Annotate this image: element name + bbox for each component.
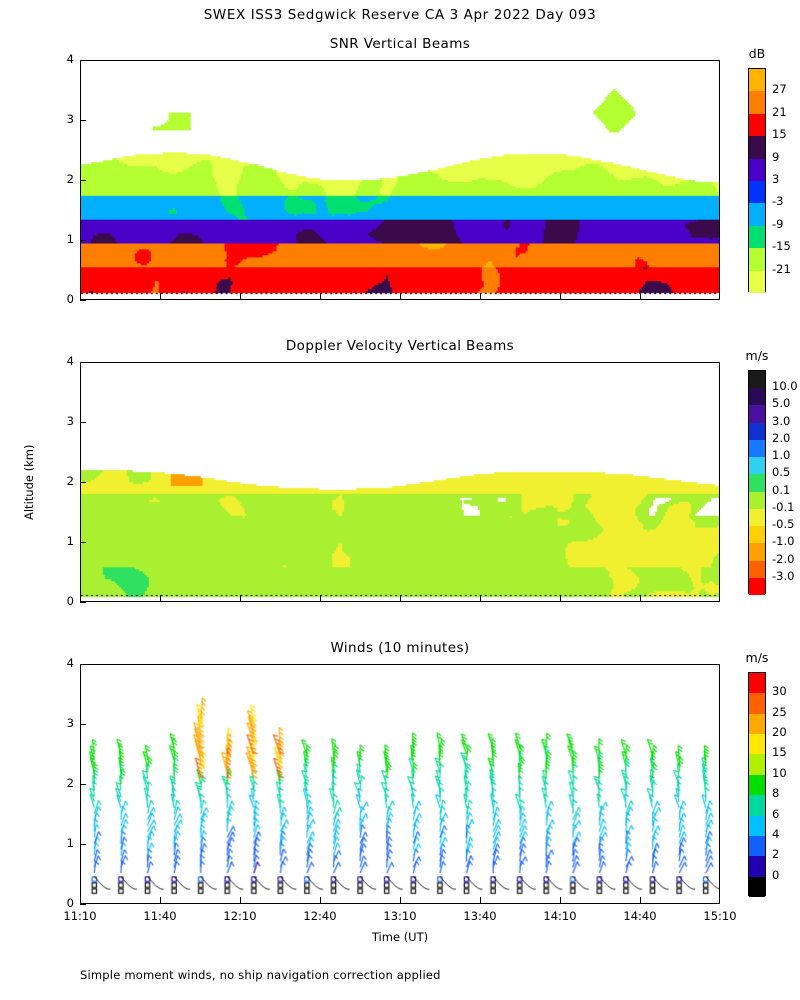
x-tick-label: 12:40 (303, 909, 337, 923)
colorbar-segment (749, 526, 765, 543)
figure-footnote: Simple moment winds, no ship navigation correction applied (80, 968, 441, 982)
x-tick-label: 13:10 (383, 909, 417, 923)
colorbar-tick-label: -0.1 (772, 499, 795, 514)
y-tick-label: 2 (66, 474, 74, 488)
panel-doppler (66, 338, 798, 608)
colorbar-segment (749, 578, 765, 595)
x-tick-mark (560, 595, 561, 602)
x-tick-mark (480, 897, 481, 904)
y-tick-label: 2 (66, 172, 74, 186)
y-tick-mark (80, 904, 86, 905)
y-tick-label: 4 (66, 354, 74, 368)
colorbar-tick-label: -2.0 (772, 551, 795, 566)
x-tick-mark (240, 897, 241, 904)
colorbar-segment (749, 492, 765, 509)
x-tick-mark (719, 595, 720, 602)
y-tick-label: 1 (66, 232, 74, 246)
colorbar-tick-label: 20 (772, 725, 787, 740)
colorbar-tick-label: 5.0 (772, 396, 791, 411)
colorbar-segment (749, 734, 765, 754)
colorbar-tick-label: 9 (772, 149, 780, 164)
colorbar-tick-label: 0.5 (772, 465, 791, 480)
y-tick-label: 3 (66, 112, 74, 126)
x-tick-label: 11:10 (63, 909, 97, 923)
colorbar-tick-label: 10 (772, 765, 787, 780)
x-tick-label: 15:10 (703, 909, 737, 923)
colorbar-tick-label: 3.0 (772, 413, 791, 428)
y-tick-mark (80, 542, 86, 543)
panel-snr (66, 36, 791, 306)
x-axis-label: Time (UT) (371, 930, 429, 944)
y-tick-label: 1 (66, 836, 74, 850)
colorbar-segment (749, 114, 765, 136)
x-tick-mark (400, 595, 401, 602)
x-tick-mark (719, 293, 720, 300)
colorbar-segment (749, 816, 765, 836)
colorbar-segment (749, 226, 765, 248)
x-tick-mark (240, 595, 241, 602)
x-tick-mark (480, 293, 481, 300)
y-tick-mark (80, 602, 86, 603)
colorbar-title: dB (748, 46, 766, 61)
x-tick-label: 14:10 (543, 909, 577, 923)
colorbar-segment (749, 388, 765, 405)
x-tick-mark (160, 293, 161, 300)
x-tick-mark (640, 897, 641, 904)
colorbar-tick-label: -1.0 (772, 534, 795, 549)
colorbar-tick-label: 4 (772, 826, 780, 841)
colorbar-segment (749, 203, 765, 225)
y-tick-mark (80, 664, 86, 665)
colorbar-tick-label: 0 (772, 867, 780, 882)
x-tick-mark (160, 897, 161, 904)
colorbar-gradient (748, 68, 766, 292)
y-tick-mark (80, 60, 86, 61)
x-tick-mark (80, 595, 81, 602)
x-tick-mark (160, 595, 161, 602)
colorbar-segment (749, 136, 765, 158)
colorbar-tick-label: -3.0 (772, 568, 795, 583)
y-tick-label: 0 (66, 594, 74, 608)
y-tick-mark (80, 422, 86, 423)
colorbar-segment (749, 159, 765, 181)
panel-doppler-plot (80, 362, 720, 602)
colorbar-segment (749, 371, 765, 388)
colorbar (745, 348, 798, 594)
colorbar-segment (749, 856, 765, 876)
x-tick-mark (240, 293, 241, 300)
y-tick-mark (80, 180, 86, 181)
colorbar-segment (749, 440, 765, 457)
colorbar-segment (749, 836, 765, 856)
x-tick-label: 11:40 (143, 909, 177, 923)
colorbar-segment (749, 673, 765, 693)
colorbar-gradient (748, 370, 766, 594)
x-tick-mark (320, 595, 321, 602)
colorbar-segment (749, 181, 765, 203)
colorbar-tick-label: -21 (772, 261, 791, 276)
colorbar-segment (749, 775, 765, 795)
colorbar-segment (749, 271, 765, 293)
colorbar-segment (749, 457, 765, 474)
panel-doppler-title: Doppler Velocity Vertical Beams (285, 338, 515, 354)
colorbar-tick-label: 15 (772, 127, 787, 142)
y-tick-label: 0 (66, 292, 74, 306)
x-tick-mark (640, 595, 641, 602)
x-tick-mark (80, 897, 81, 904)
x-tick-mark (640, 293, 641, 300)
colorbar-tick-label: 8 (772, 786, 780, 801)
colorbar-tick-label: 27 (772, 82, 787, 97)
panel-winds-title: Winds (10 minutes) (330, 640, 470, 656)
colorbar-title: m/s (745, 348, 769, 363)
y-tick-label: 0 (66, 896, 74, 910)
y-tick-label: 3 (66, 716, 74, 730)
colorbar-tick-label: 6 (772, 806, 780, 821)
colorbar-tick-label: 3 (772, 172, 780, 186)
panel-winds-plot (80, 664, 720, 904)
colorbar-segment (749, 509, 765, 526)
y-tick-label: 2 (66, 776, 74, 790)
figure-title: SWEX ISS3 Sedgwick Reserve CA 3 Apr 2022 Day 093 (203, 7, 597, 23)
colorbar-segment (749, 474, 765, 491)
y-tick-label: 3 (66, 414, 74, 428)
colorbar-segment (749, 248, 765, 270)
colorbar-tick-label: 0.1 (772, 482, 791, 497)
colorbar-gradient (748, 672, 766, 896)
panel-snr-plot (80, 60, 720, 300)
colorbar-title: m/s (745, 650, 769, 665)
y-tick-label: 4 (66, 52, 74, 66)
y-tick-mark (80, 784, 86, 785)
y-tick-mark (80, 240, 86, 241)
colorbar-tick-label: 1.0 (772, 448, 791, 463)
x-tick-label: 14:40 (623, 909, 657, 923)
x-tick-mark (560, 897, 561, 904)
y-tick-mark (80, 362, 86, 363)
colorbar-segment (749, 91, 765, 113)
y-axis-label: Altitude (km) (22, 444, 36, 520)
y-tick-mark (80, 724, 86, 725)
x-tick-mark (80, 293, 81, 300)
colorbar-segment (749, 543, 765, 560)
x-tick-label: 13:40 (463, 909, 497, 923)
colorbar-segment (749, 423, 765, 440)
colorbar (745, 650, 787, 896)
x-tick-mark (480, 595, 481, 602)
colorbar-tick-label: -0.5 (772, 517, 795, 532)
colorbar-segment (749, 754, 765, 774)
x-tick-label: 12:10 (223, 909, 257, 923)
y-tick-mark (80, 844, 86, 845)
x-tick-mark (400, 293, 401, 300)
colorbar-segment (749, 69, 765, 91)
panel-snr-title: SNR Vertical Beams (329, 36, 471, 52)
colorbar-segment (749, 693, 765, 713)
colorbar-segment (749, 795, 765, 815)
colorbar-tick-label: 21 (772, 104, 787, 119)
x-tick-mark (320, 293, 321, 300)
x-tick-mark (320, 897, 321, 904)
colorbar-segment (749, 714, 765, 734)
y-tick-label: 4 (66, 656, 74, 670)
y-tick-mark (80, 300, 86, 301)
colorbar (748, 46, 791, 292)
colorbar-tick-label: 25 (772, 704, 787, 719)
y-tick-mark (80, 120, 86, 121)
colorbar-tick-label: -9 (772, 216, 784, 231)
colorbar-segment (749, 877, 765, 897)
colorbar-segment (749, 405, 765, 422)
y-tick-mark (80, 482, 86, 483)
colorbar-tick-label: 10.0 (772, 379, 798, 394)
x-tick-mark (719, 897, 720, 904)
colorbar-tick-label: -15 (772, 239, 791, 254)
colorbar-tick-label: 2 (772, 847, 780, 862)
colorbar-tick-label: 15 (772, 745, 787, 760)
colorbar-tick-label: 30 (772, 684, 787, 699)
colorbar-segment (749, 561, 765, 578)
y-tick-label: 1 (66, 534, 74, 548)
colorbar-tick-label: -3 (772, 194, 784, 209)
x-tick-mark (560, 293, 561, 300)
colorbar-tick-label: 2.0 (772, 430, 791, 445)
panel-winds (63, 640, 787, 923)
x-tick-mark (400, 897, 401, 904)
